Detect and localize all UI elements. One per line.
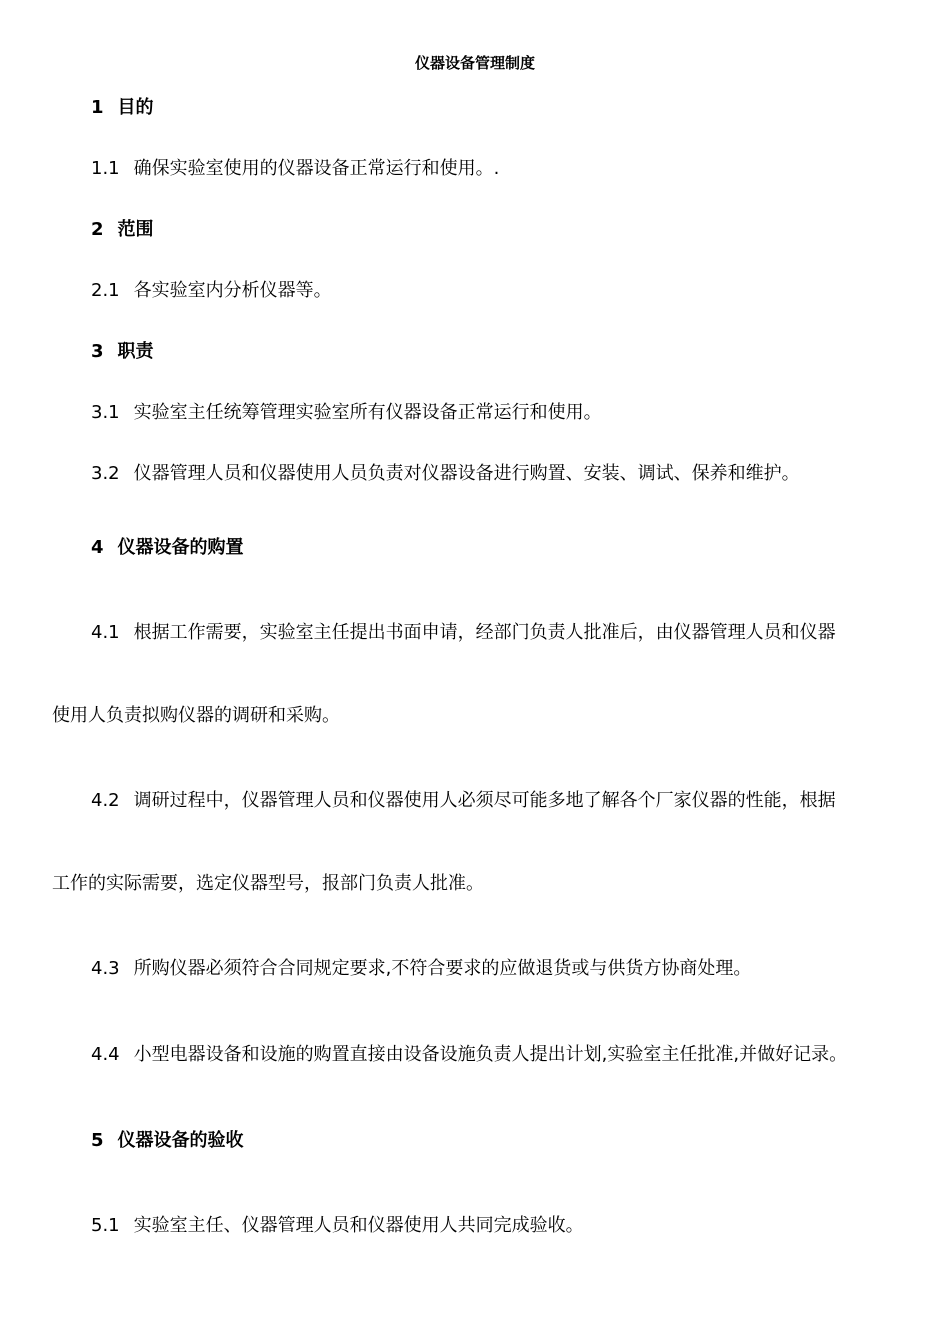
paragraph-text: 各实验室内分析仪器等。	[133, 280, 332, 301]
section-title: 目的	[117, 97, 154, 118]
paragraph-4-2-continuation: 工作的实际需要，选定仪器型号，报部门负责人批准。	[52, 873, 484, 894]
section-number: 1	[91, 97, 104, 118]
paragraph-text: 小型电器设备和设施的购置直接由设备设施负责人提出计划,实验室主任批准,并做好记录。	[133, 1044, 848, 1065]
section-number: 5	[91, 1130, 104, 1151]
paragraph-4-3	[91, 958, 751, 980]
paragraph-text: 仪器管理人员和仪器使用人员负责对仪器设备进行购置、安装、调试、保养和维护。	[133, 463, 800, 484]
paragraph-4-4	[91, 1044, 847, 1066]
section-number: 2	[91, 219, 104, 240]
section-title: 职责	[117, 341, 154, 362]
paragraph-number: 5.1	[91, 1215, 120, 1236]
paragraph-text: 根据工作需要，实验室主任提出书面申请，经部门负责人批准后，由仪器管理人员和仪器	[133, 622, 836, 643]
paragraph-4-1-continuation: 使用人负责拟购仪器的调研和采购。	[52, 705, 340, 726]
paragraph-3-1	[91, 402, 602, 424]
paragraph-4-1	[91, 622, 836, 644]
section-number: 3	[91, 341, 104, 362]
paragraph-number: 4.2	[91, 790, 120, 811]
paragraph-number: 1.1	[91, 158, 120, 179]
paragraph-1-1	[91, 158, 499, 180]
paragraph-text: 实验室主任、仪器管理人员和仪器使用人共同完成验收。	[133, 1215, 584, 1236]
paragraph-text: 确保实验室使用的仪器设备正常运行和使用。.	[133, 158, 500, 179]
section-number: 4	[91, 537, 104, 558]
section-heading-4	[91, 537, 244, 559]
paragraph-number: 4.1	[91, 622, 120, 643]
paragraph-number: 3.1	[91, 402, 120, 423]
paragraph-text: 所购仪器必须符合合同规定要求,不符合要求的应做退货或与供货方协商处理。	[133, 958, 752, 979]
document-title: 仪器设备管理制度	[414, 54, 535, 72]
paragraph-number: 2.1	[91, 280, 120, 301]
paragraph-2-1	[91, 280, 332, 302]
paragraph-number: 4.3	[91, 958, 120, 979]
paragraph-text: 实验室主任统筹管理实验室所有仪器设备正常运行和使用。	[133, 402, 602, 423]
paragraph-4-2	[91, 790, 836, 812]
section-heading-1	[91, 97, 154, 119]
paragraph-text: 调研过程中，仪器管理人员和仪器使用人必须尽可能多地了解各个厂家仪器的性能，根据	[133, 790, 836, 811]
paragraph-number: 3.2	[91, 463, 120, 484]
section-title: 范围	[117, 219, 154, 240]
section-title: 仪器设备的购置	[117, 537, 244, 558]
section-heading-3	[91, 341, 154, 363]
section-heading-5	[91, 1130, 244, 1152]
paragraph-3-2	[91, 463, 800, 485]
section-heading-2	[91, 219, 154, 241]
paragraph-5-1	[91, 1215, 584, 1237]
paragraph-number: 4.4	[91, 1044, 120, 1065]
section-title: 仪器设备的验收	[117, 1130, 244, 1151]
